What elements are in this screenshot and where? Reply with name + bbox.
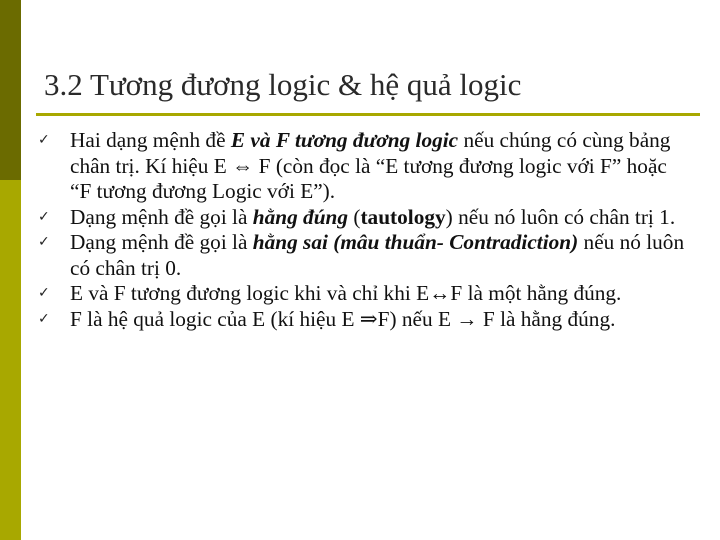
bullet-text: Dạng mệnh đề gọi là bbox=[70, 204, 253, 229]
bullet-bold-term: tautology bbox=[360, 204, 446, 229]
bullet-item-consequence bbox=[36, 307, 686, 333]
check-mark-icon: ✓ bbox=[38, 234, 50, 250]
title-underline bbox=[36, 113, 700, 116]
bullet-list bbox=[36, 128, 686, 332]
check-mark-icon: ✓ bbox=[38, 132, 50, 148]
slide-title: 3.2 Tương đương logic & hệ quả logic bbox=[44, 67, 522, 102]
sidebar-accent-light bbox=[0, 180, 21, 540]
bullet-item-biconditional bbox=[36, 281, 686, 307]
bullet-text: nếu nó luôn có chân trị 0. bbox=[70, 230, 685, 280]
bullet-text: E và F tương đương logic khi và chỉ khi E↔F là một hằng đúng. bbox=[70, 281, 622, 305]
bullet-item-tautology bbox=[36, 205, 686, 231]
bullet-item-equivalence bbox=[36, 128, 686, 205]
check-mark-icon: ✓ bbox=[38, 310, 50, 327]
bullet-text: Dạng mệnh đề gọi là bbox=[70, 230, 253, 254]
bullet-item-contradiction bbox=[36, 230, 686, 281]
bullet-text: ) nếu nó luôn có chân trị 1. bbox=[445, 204, 676, 229]
sidebar-accent-dark bbox=[0, 0, 21, 180]
bullet-emphasis: E và F tương đương logic bbox=[230, 128, 459, 152]
bullet-text: ( bbox=[348, 204, 361, 229]
bullet-emphasis: hằng sai (mâu thuẩn- Contradiction) bbox=[252, 230, 579, 254]
bullet-text: Hai dạng mệnh đề bbox=[70, 128, 231, 152]
check-mark-icon: ✓ bbox=[38, 208, 50, 225]
bullet-emphasis: hằng đúng bbox=[252, 204, 349, 229]
bullet-text: F là hệ quả logic của E (kí hiệu E ⇒F) nếu E → F là hằng đúng. bbox=[70, 306, 616, 331]
bullet-text: nếu chúng có cùng bảng chân trị. Kí hiệu E ⇔ F (còn đọc là “E tương đương logic với F” hoặc “F tương đương Logic với E”). bbox=[70, 128, 671, 203]
check-mark-icon: ✓ bbox=[38, 285, 50, 301]
